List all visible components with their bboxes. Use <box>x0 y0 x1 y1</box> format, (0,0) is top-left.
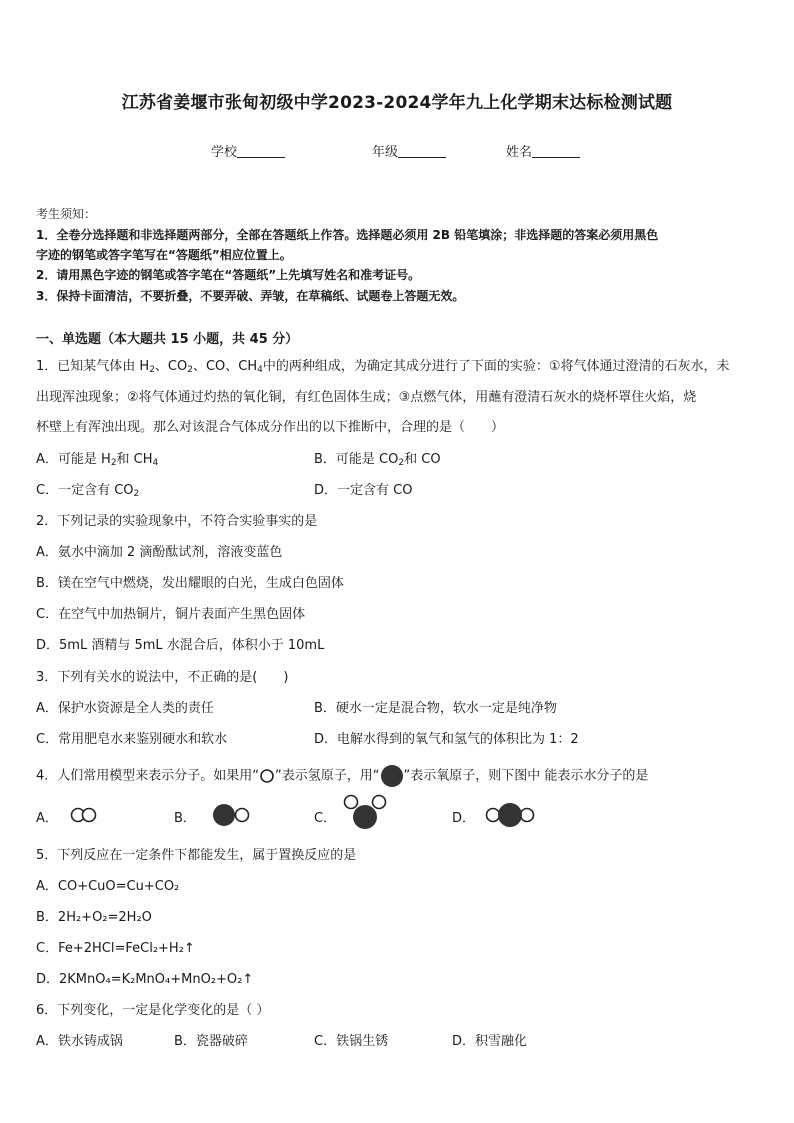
school-blank <box>237 144 285 158</box>
q2-option-d: D．5mL 酒精与 5mL 水混合后，体积小于 10mL <box>36 638 325 653</box>
note-3: 3．保持卡面清洁，不要折叠，不要弄破、弄皱，在草稿纸、试题卷上答题无效。 <box>36 289 465 303</box>
q1-option-a: A．可能是 $H_2$和 $CH_4$ <box>36 452 159 468</box>
note-2: 2．请用黑色字迹的钢笔或答字笔在“答题纸”上先填写姓名和准考证号。 <box>36 268 421 282</box>
molecule-b-icon <box>210 801 254 829</box>
q3-option-a: A．保护水资源是全人类的责任 <box>36 701 214 716</box>
q1-option-d: D．一定含有 CO <box>314 483 413 498</box>
q6-option-d: D．积雪融化 <box>452 1034 528 1049</box>
q1-line-3: 杯壁上有浑浊出现。那么对该混合气体成分作出的以下推断中，合理的是（ ） <box>36 420 505 435</box>
grade-blank <box>398 144 446 158</box>
q2-option-a: A．氨水中滴加 2 滴酚酞试剂，溶液变蓝色 <box>36 545 283 560</box>
q6-option-a: A．铁水铸成锅 <box>36 1034 123 1049</box>
oxygen-atom-icon <box>380 764 404 788</box>
molecule-d-icon <box>482 801 538 829</box>
q5-option-d: D．2KMnO₄=K₂MnO₄+MnO₂+O₂↑ <box>36 972 254 987</box>
q6-stem: 6．下列变化，一定是化学变化的是（ ） <box>36 1003 270 1018</box>
q2-option-b: B．镁在空气中燃烧，发出耀眼的白光，生成白色固体 <box>36 576 344 591</box>
q3-option-d: D．电解水得到的氧气和氢气的体积比为 1：2 <box>314 732 579 747</box>
q2-option-c: C．在空气中加热铜片，铜片表面产生黑色固体 <box>36 607 306 622</box>
hydrogen-atom-icon <box>259 769 275 783</box>
q6-option-c: C．铁锅生锈 <box>314 1034 389 1049</box>
q5-option-c: C．Fe+2HCl=FeCl₂+H₂↑ <box>36 941 195 956</box>
exam-title: 江苏省姜堰市张甸初级中学2023-2024学年九上化学期末达标检测试题 <box>121 93 673 113</box>
q1-line-1: 1．已知某气体由 $H_2$、$CO_2$、CO、$CH_4$中的两种组成，为确定其成分进行了下面的实验：①将气体通过澄清的石灰水，未 <box>36 359 730 375</box>
q6-option-b: B．瓷器破碎 <box>174 1034 248 1049</box>
q3-stem: 3．下列有关水的说法中，不正确的是( ) <box>36 670 289 685</box>
name-field: 姓名 <box>506 141 580 160</box>
name-blank <box>532 144 580 158</box>
molecule-c-icon <box>340 793 390 833</box>
section-heading: 一、单选题（本大题共 15 小题，共 45 分） <box>36 332 299 347</box>
q4-option-a: A． <box>36 807 58 826</box>
q1-option-b: B．可能是 $CO_2$和 CO <box>314 452 441 468</box>
school-field: 学校 <box>211 141 285 160</box>
molecule-a-icon <box>68 806 102 824</box>
q2-stem: 2．下列记录的实验现象中，不符合实验事实的是 <box>36 514 318 529</box>
q5-option-a: A．CO+CuO=Cu+CO₂ <box>36 879 180 894</box>
note-1a: 1．全卷分选择题和非选择题两部分，全部在答题纸上作答。选择题必须用 2B 铅笔填涂；非选择题的答案必须用黑色 <box>36 228 659 242</box>
q1-option-c: C．一定含有 $CO_2$ <box>36 483 140 499</box>
q1-line-2: 出现浑浊现象；②将气体通过灼热的氧化铜，有红色固体生成；③点燃气体，用蘸有澄清石灰水的烧杯罩住火焰，烧 <box>36 390 697 405</box>
grade-field: 年级 <box>372 141 446 160</box>
q4-stem: 4．人们常用模型来表示分子。如果用“ ”表示氢原子，用“ ”表示氧原子，则下图中 能表示水分子的是 <box>36 764 648 788</box>
q5-stem: 5．下列反应在一定条件下都能发生，属于置换反应的是 <box>36 848 357 863</box>
q3-option-c: C．常用肥皂水来鉴别硬水和软水 <box>36 732 228 747</box>
q4-option-d: D． <box>452 807 475 826</box>
note-1b: 字迹的钢笔或答字笔写在“答题纸”相应位置上。 <box>36 248 292 262</box>
q4-option-b: B． <box>174 807 196 826</box>
q5-option-b: B．2H₂+O₂=2H₂O <box>36 910 152 925</box>
q3-option-b: B．硬水一定是混合物，软水一定是纯净物 <box>314 701 557 716</box>
notes-heading: 考生须知： <box>36 207 97 221</box>
q4-option-c: C． <box>314 807 336 826</box>
